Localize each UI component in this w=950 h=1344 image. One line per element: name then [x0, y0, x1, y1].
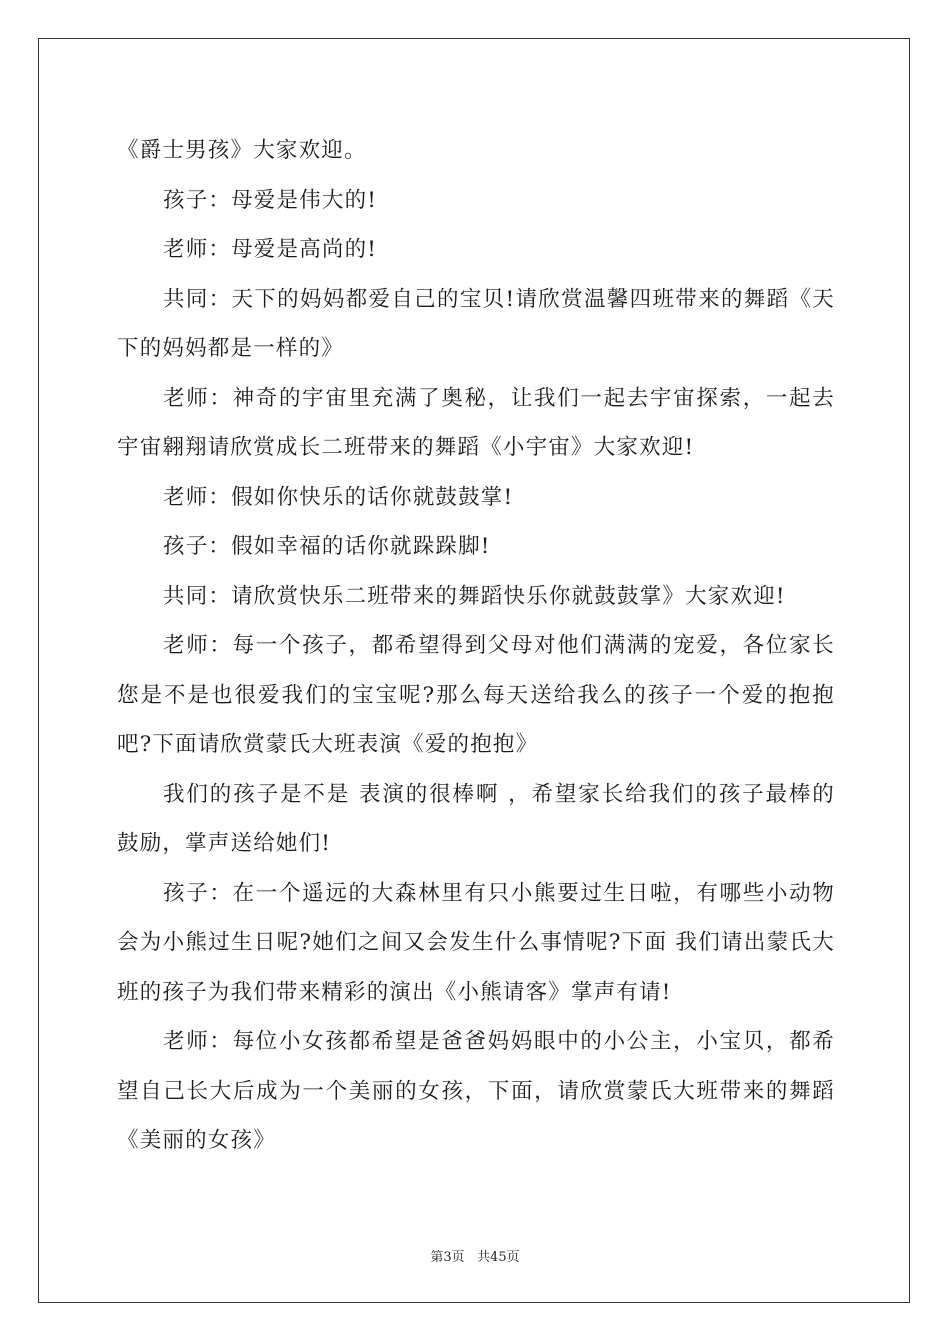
paragraph: 老师：假如你快乐的话你就鼓鼓掌! — [163, 484, 514, 510]
paragraph: 共同：请欣赏快乐二班带来的舞蹈快乐你就鼓鼓掌》大家欢迎! — [163, 583, 786, 609]
paragraph: 老师：母爱是高尚的! — [163, 237, 378, 262]
paragraph: 孩子：假如幸福的话你就跺跺脚! — [163, 534, 491, 559]
page-footer — [0, 1246, 950, 1265]
paragraph: 共同：天下的妈妈都爱自己的宝贝!请欣赏温馨四班带来的舞蹈《天下的妈妈都是一样的》 — [117, 286, 835, 361]
paragraph: 孩子：母爱是伟大的! — [163, 187, 378, 213]
page-number: 第3页 共45页 — [430, 1250, 520, 1265]
document-body — [117, 126, 835, 1166]
paragraph: 老师：神奇的宇宙里充满了奥秘，让我们一起去宇宙探索，一起去宇宙翱翔请欣赏成长二班带来的舞蹈《小宇宙》大家欢迎! — [117, 385, 835, 460]
paragraph: 我们的孩子是不是 表演的很棒啊 ，希望家长给我们的孩子最棒的鼓励，掌声送给她们! — [117, 781, 835, 856]
paragraph: 老师：每一个孩子，都希望得到父母对他们满满的宠爱，各位家长您是不是也很爱我们的宝宝呢?那么每天送给我么的孩子一个爱的抱抱吧?下面请欣赏蒙氏大班表演《爱的抱抱》 — [117, 633, 835, 757]
paragraph: 孩子：在一个遥远的大森林里有只小熊要过生日啦，有哪些小动物会为小熊过生日呢?她们之间又会发生什么事情呢?下面 我们请出蒙氏大班的孩子为我们带来精彩的演出《小熊请客》掌声有请! — [117, 880, 835, 1005]
paragraph: 《爵士男孩》大家欢迎。 — [117, 138, 367, 163]
paragraph: 老师：每位小女孩都希望是爸爸妈妈眼中的小公主，小宝贝，都希望自己长大后成为一个美丽的女孩，下面，请欣赏蒙氏大班带来的舞蹈《美丽的女孩》 — [117, 1029, 835, 1153]
